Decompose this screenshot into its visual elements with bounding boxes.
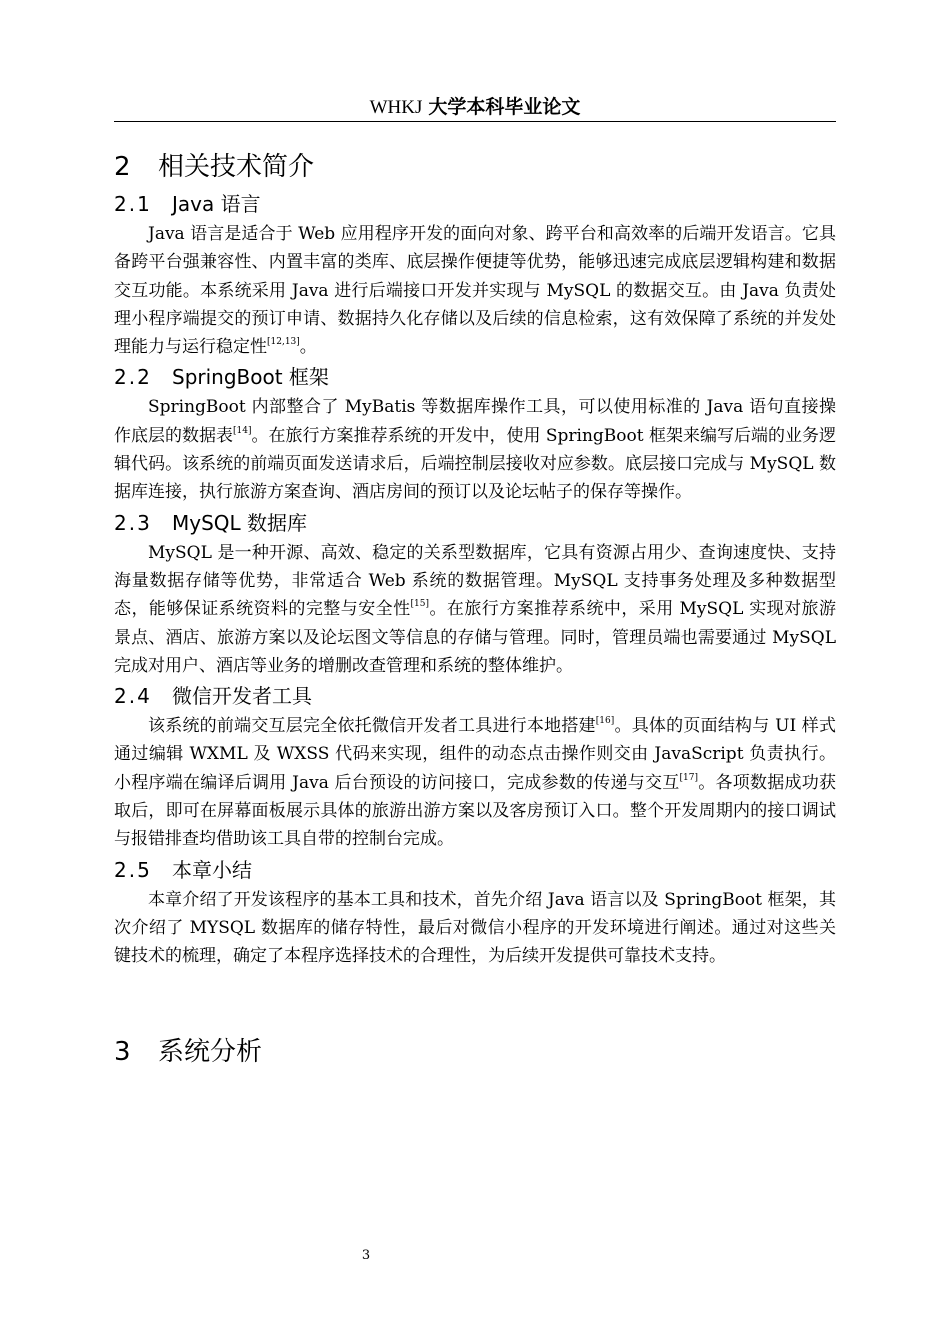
paragraph-text: MySQL 是一种开源、高效、稳定的关系型数据库，它具有资源占用少、查询速度快、支持海量数据存储等优势，非常适合 Web 系统的数据管理。MySQL 支持事务处理及多种数据型态，能够保证系统资料的完整与安全性: [114, 542, 836, 620]
page-number: 3: [361, 1248, 371, 1263]
section-2-1-paragraph: [114, 220, 836, 361]
section-number: 2.3: [114, 510, 152, 535]
page-body: [114, 146, 836, 1073]
header-title: 大学本科毕业论文: [428, 96, 581, 118]
section-2-4-paragraph: [114, 712, 836, 853]
section-title: MySQL 数据库: [172, 510, 308, 535]
citation: [15]: [410, 599, 430, 610]
section-2-3-paragraph: [114, 539, 836, 680]
section-title: 微信开发者工具: [172, 684, 312, 709]
chapter-title: 相关技术简介: [158, 152, 315, 182]
section-number: 2.2: [114, 365, 152, 390]
section-number: 2.5: [114, 857, 152, 882]
chapter-2-heading: [114, 146, 836, 188]
citation: [14]: [233, 425, 252, 436]
chapter-number: 3: [114, 1036, 131, 1067]
running-header: [114, 95, 836, 120]
section-2-1-heading: [114, 188, 836, 220]
citation: [16]: [595, 716, 615, 727]
section-title: Java 语言: [172, 192, 261, 216]
paragraph-text: 。在旅行方案推荐系统的开发中，使用 SpringBoot 框架来编写后端的业务逻辑代码。该系统的前端页面发送请求后，后端控制层接收对应参数。底层接口完成与 MySQL 数据库连接，执行旅游方案查询、酒店房间的预订以及论坛帖子的保存等操作。: [114, 425, 837, 503]
paragraph-text: Java 语言是适合于 Web 应用程序开发的面向对象、跨平台和高效率的后端开发语言。它具备跨平台强兼容性、内置丰富的类库、底层操作便捷等优势，能够迅速完成底层逻辑构建和数据交互功能。本系统采用 Java 进行后端接口开发并实现与 MySQL 的数据交互。由 Java 负责处理小程序端提交的预订申请、数据持久化存储以及后续的信息检索，这有效保障了系统的并发处理能力与运行稳定性: [114, 224, 836, 358]
section-title: SpringBoot 框架: [172, 365, 329, 390]
section-2-2-paragraph: [114, 393, 836, 506]
citation: [12,13]: [267, 337, 300, 348]
chapter-number: 2: [114, 152, 131, 182]
paragraph-text: 本章介绍了开发该程序的基本工具和技术，首先介绍 Java 语言以及 SpringBoot 框架，其次介绍了 MYSQL 数据库的储存特性，最后对微信小程序的开发环境进行阐述。通过对这些关键技术的梳理，确定了本程序选择技术的合理性，为后续开发提供可靠技术支持。: [114, 889, 836, 967]
section-2-3-heading: [114, 507, 836, 539]
paragraph-text: 。具体的页面结构与 UI 样式通过编辑 WXML 及 WXSS 代码来实现，组件的动态点击操作则交由 JavaScript 负责执行。小程序端在编译后调用 Java 后台预设的访问接口，完成参数的传递与交互: [114, 716, 837, 793]
paragraph-text: 该系统的前端交互层完全依托微信开发者工具进行本地搭建: [148, 716, 596, 737]
paragraph-text: 。各项数据成功获取后，即可在屏幕面板展示具体的旅游出游方案以及客房预订入口。整个开发周期内的接口调试与报错排查均借助该工具自带的控制台完成。: [114, 772, 837, 850]
section-number: 2.4: [114, 684, 152, 709]
paragraph-text: 。在旅行方案推荐系统中，采用 MySQL 实现对旅游景点、酒店、旅游方案以及论坛图文等信息的存储与管理。同时，管理员端也需要通过 MySQL 完成对用户、酒店等业务的增删改查管理和系统的整体维护。: [114, 599, 836, 676]
paragraph-text: SpringBoot 内部整合了 MyBatis 等数据库操作工具，可以使用标准的 Java 语句直接操作底层的数据表: [114, 397, 836, 446]
header-latin: WHKJ: [369, 97, 423, 118]
section-2-5-paragraph: [114, 886, 836, 971]
header-rule: [114, 121, 836, 122]
section-number: 2.1: [114, 192, 152, 216]
section-2-4-heading: [114, 680, 836, 712]
citation: [17]: [679, 772, 698, 783]
chapter-3-heading: [114, 1031, 836, 1073]
section-2-2-heading: [114, 361, 836, 393]
section-title: 本章小结: [172, 857, 252, 882]
chapter-gap: [114, 971, 836, 1031]
paragraph-text: 。: [299, 337, 317, 358]
chapter-title: 系统分析: [158, 1036, 263, 1067]
section-2-5-heading: [114, 854, 836, 886]
